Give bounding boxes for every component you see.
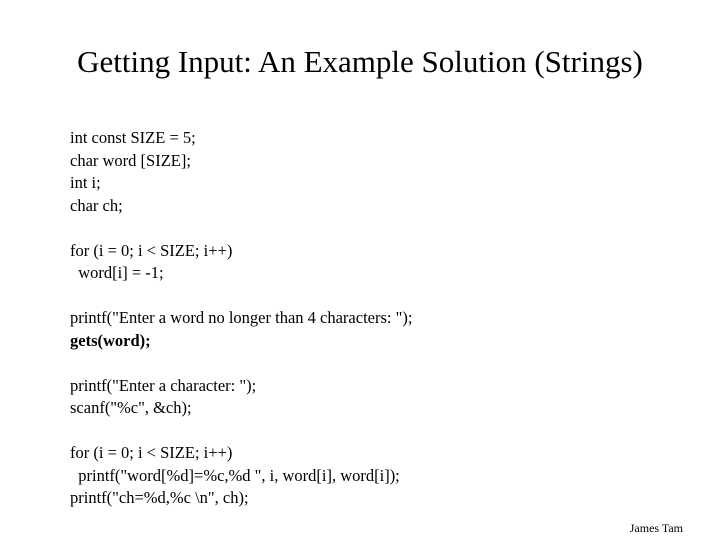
- blank-line: [70, 217, 710, 240]
- code-line: printf("word[%d]=%c,%d ", i, word[i], word[i]);: [70, 465, 400, 485]
- code-line: char ch;: [70, 195, 123, 215]
- blank-line: [70, 285, 710, 308]
- slide-title: Getting Input: An Example Solution (Strings): [77, 44, 643, 79]
- code-line: for (i = 0; i < SIZE; i++): [70, 443, 233, 462]
- code-line: char word [SIZE];: [70, 150, 191, 170]
- code-line: printf("Enter a word no longer than 4 characters: ");: [70, 308, 413, 327]
- code-line: scanf("%c", &ch);: [70, 398, 192, 417]
- author-footer: James Tam: [629, 521, 683, 535]
- code-line: printf("Enter a character: ");: [70, 375, 257, 395]
- code-line: word[i] = -1;: [70, 263, 164, 282]
- code-block: [70, 127, 710, 510]
- blank-line: [70, 420, 710, 443]
- code-line: int const SIZE = 5;: [70, 128, 196, 147]
- blank-line: [70, 352, 710, 375]
- code-line: int i;: [70, 173, 101, 192]
- code-line-highlighted: gets(word);: [70, 330, 151, 350]
- code-line: for (i = 0; i < SIZE; i++): [70, 240, 233, 260]
- code-line: printf("ch=%d,%c \n", ch);: [70, 488, 249, 507]
